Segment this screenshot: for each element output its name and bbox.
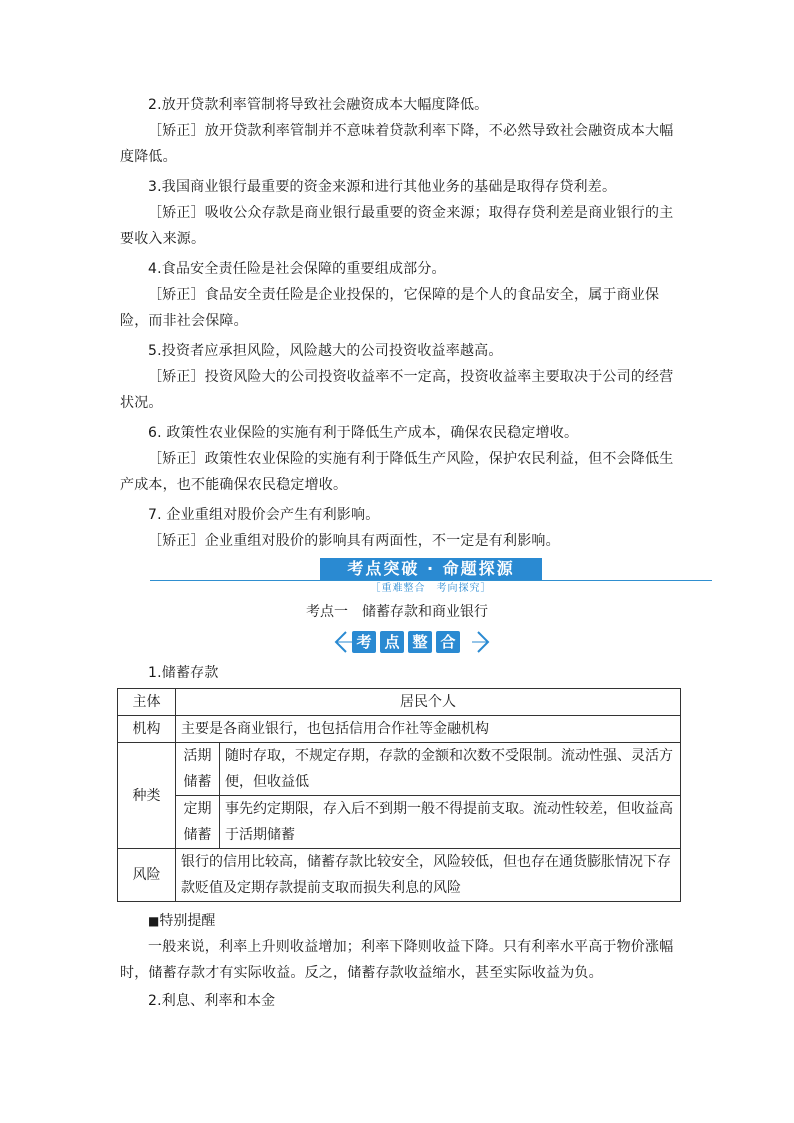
banner-title: 考点突破 · 命题探源 bbox=[320, 558, 542, 580]
table-cell: 居民个人 bbox=[176, 689, 681, 716]
special-note-heading bbox=[148, 910, 215, 932]
banner-line bbox=[150, 580, 712, 581]
table-cell: 事先约定期限，存入后不到期一般不得提前支取。流动性较差，但收益高于活期储蓄 bbox=[220, 796, 681, 849]
subheading-interest: 2.利息、利率和本金 bbox=[148, 993, 276, 1009]
section-title: 考点一 储蓄存款和商业银行 bbox=[306, 604, 488, 620]
table-cell: 随时存取，不规定存期，存款的金额和次数不受限制。流动性强、灵活方便，但收益低 bbox=[220, 743, 681, 796]
kaodian-zhenghe-badge bbox=[330, 628, 494, 656]
subheading-savings: 1.储蓄存款 bbox=[148, 665, 219, 681]
table-row bbox=[118, 796, 681, 849]
table-cell: 风险 bbox=[118, 849, 176, 902]
table-row bbox=[118, 689, 681, 716]
savings-table bbox=[117, 688, 681, 902]
badge-char: 考 bbox=[352, 631, 376, 653]
correction-3: ［矫正］吸收公众存款是商业银行最重要的资金来源；取得存贷利差是商业银行的主要收入来源。 bbox=[120, 205, 674, 247]
black-square-icon: ■ bbox=[148, 914, 160, 928]
statement-2: 2.放开贷款利率管制将导致社会融资成本大幅度降低。 bbox=[148, 97, 489, 113]
table-row bbox=[118, 849, 681, 902]
badge-char: 整 bbox=[408, 631, 432, 653]
statement-5: 5.投资者应承担风险，风险越大的公司投资收益率越高。 bbox=[148, 343, 503, 359]
note-text: 一般来说，利率上升则收益增加；利率下降则收益下降。只有利率水平高于物价涨幅时，储蓄存款才有实际收益。反之，储蓄存款收益缩水，甚至实际收益为负。 bbox=[120, 939, 674, 981]
table-row bbox=[118, 716, 681, 743]
banner-subtitle: ［重难整合 考向探究］ bbox=[370, 583, 492, 594]
statement-6: 6. 政策性农业保险的实施有利于降低生产成本，确保农民稳定增收。 bbox=[148, 425, 579, 441]
table-cell: 主要是各商业银行，也包括信用合作社等金融机构 bbox=[176, 716, 681, 743]
badge-char: 合 bbox=[436, 631, 460, 653]
table-cell: 定期储蓄 bbox=[176, 796, 220, 849]
note-label: 特别提醒 bbox=[159, 913, 216, 929]
correction-5: ［矫正］投资风险大的公司投资收益率不一定高，投资收益率主要取决于公司的经营状况。 bbox=[120, 369, 674, 411]
badge-char: 点 bbox=[380, 631, 404, 653]
correction-2: ［矫正］放开贷款利率管制并不意味着贷款利率下降，不必然导致社会融资成本大幅度降低。 bbox=[120, 123, 674, 165]
table-cell: 种类 bbox=[118, 743, 176, 849]
correction-6: ［矫正］政策性农业保险的实施有利于降低生产风险，保护农民利益，但不会降低生产成本，也不能确保农民稳定增收。 bbox=[120, 451, 674, 493]
table-cell: 活期储蓄 bbox=[176, 743, 220, 796]
table-row bbox=[118, 743, 681, 796]
statement-4: 4.食品安全责任险是社会保障的重要组成部分。 bbox=[148, 261, 446, 277]
table-cell: 银行的信用比较高，储蓄存款比较安全，风险较低，但也存在通货膨胀情况下存款贬值及定期存款提前支取而损失利息的风险 bbox=[176, 849, 681, 902]
correction-7: ［矫正］企业重组对股价的影响具有两面性，不一定是有利影响。 bbox=[148, 533, 560, 549]
statement-7: 7. 企业重组对股价会产生有利影响。 bbox=[148, 507, 380, 523]
table-cell: 主体 bbox=[118, 689, 176, 716]
section-banner bbox=[150, 556, 712, 596]
table-cell: 机构 bbox=[118, 716, 176, 743]
correction-4: ［矫正］食品安全责任险是企业投保的，它保障的是个人的食品安全，属于商业保险，而非社会保障。 bbox=[120, 287, 660, 329]
statement-3: 3.我国商业银行最重要的资金来源和进行其他业务的基础是取得存贷利差。 bbox=[148, 179, 617, 195]
